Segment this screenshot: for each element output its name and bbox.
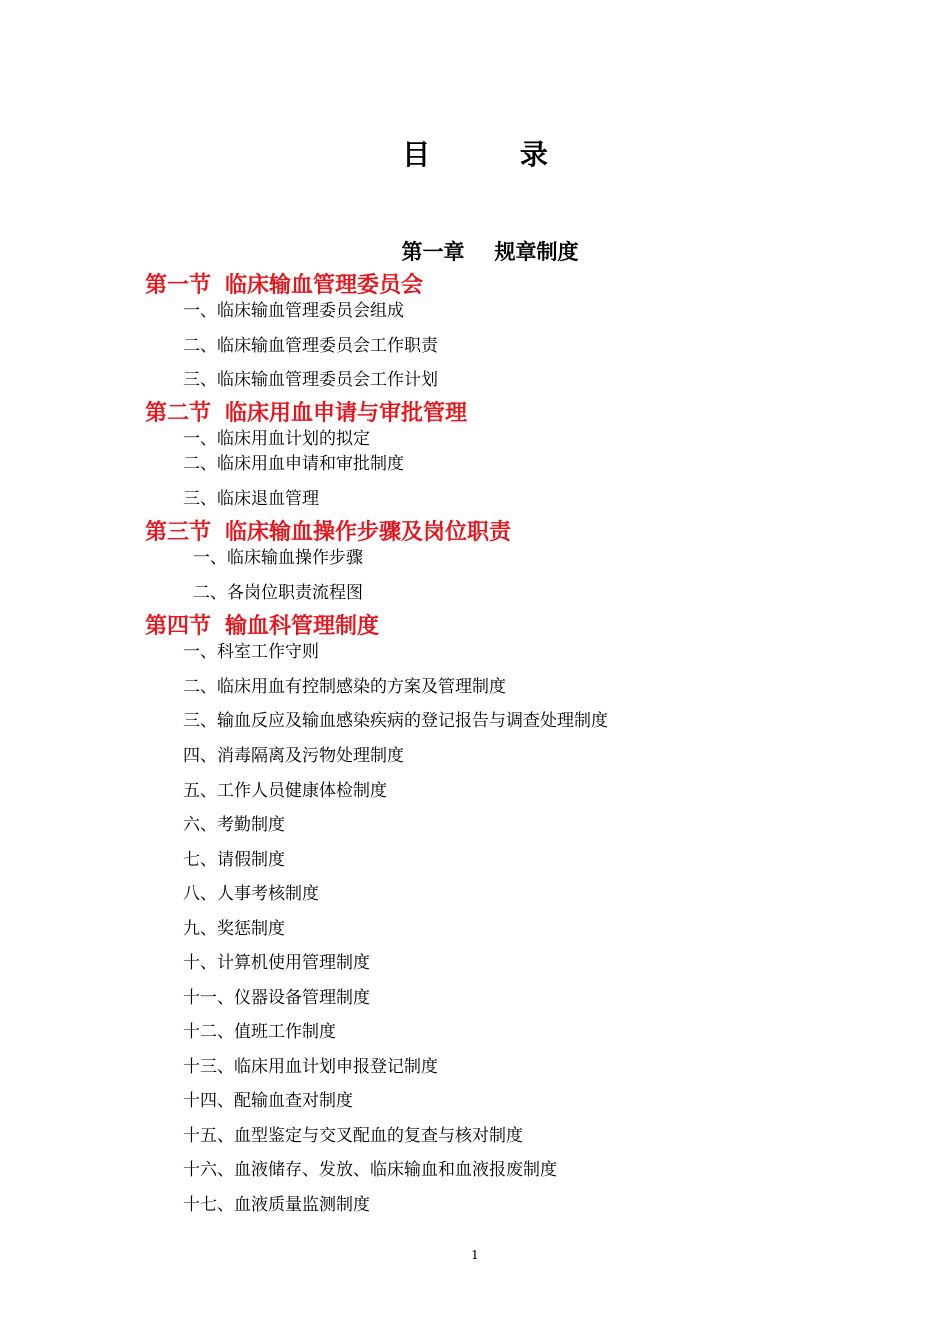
toc-entry[interactable]: 三、临床退血管理 (183, 489, 319, 509)
toc-entry[interactable]: 五、工作人员健康体检制度 (183, 781, 387, 801)
toc-entry[interactable]: 二、临床用血申请和审批制度 (183, 454, 404, 474)
toc-entry[interactable]: 十一、仪器设备管理制度 (183, 988, 370, 1008)
toc-entry[interactable]: 二、临床用血有控制感染的方案及管理制度 (183, 677, 506, 697)
toc-entry[interactable]: 十四、配输血查对制度 (183, 1091, 353, 1111)
toc-entry[interactable]: 三、临床输血管理委员会工作计划 (183, 370, 438, 390)
section-heading[interactable]: 第二节 临床用血申请与审批管理 (145, 401, 468, 426)
toc-entry[interactable]: 九、奖惩制度 (183, 919, 285, 939)
toc-entry[interactable]: 二、临床输血管理委员会工作职责 (183, 336, 438, 356)
page-number: 1 (471, 1248, 479, 1262)
toc-entry[interactable]: 四、消毒隔离及污物处理制度 (183, 746, 404, 766)
toc-entry[interactable]: 一、临床输血管理委员会组成 (183, 301, 404, 321)
toc-entry[interactable]: 十七、血液质量监测制度 (183, 1195, 370, 1215)
chapter-name: 规章制度 (494, 240, 579, 264)
toc-entry[interactable]: 十五、血型鉴定与交叉配血的复查与核对制度 (183, 1126, 523, 1146)
toc-title: 目 录 (402, 138, 588, 171)
toc-entry[interactable]: 十六、血液储存、发放、临床输血和血液报废制度 (183, 1160, 557, 1180)
toc-entry[interactable]: 二、各岗位职责流程图 (193, 583, 363, 603)
chapter-label: 第一章 (401, 240, 465, 264)
toc-entry[interactable]: 十、计算机使用管理制度 (183, 953, 370, 973)
toc-entry[interactable]: 三、输血反应及输血感染疾病的登记报告与调查处理制度 (183, 711, 608, 731)
toc-entry[interactable]: 一、临床用血计划的拟定 (183, 429, 370, 449)
section-heading[interactable]: 第三节 临床输血操作步骤及岗位职责 (145, 520, 512, 545)
toc-entry[interactable]: 十二、值班工作制度 (183, 1022, 336, 1042)
chapter-heading (0, 236, 950, 266)
section-heading[interactable]: 第四节 输血科管理制度 (145, 614, 380, 639)
toc-entry[interactable]: 十三、临床用血计划申报登记制度 (183, 1057, 438, 1077)
toc-entry[interactable]: 七、请假制度 (183, 850, 285, 870)
toc-entry[interactable]: 六、考勤制度 (183, 815, 285, 835)
toc-entry[interactable]: 八、人事考核制度 (183, 884, 319, 904)
section-heading[interactable]: 第一节 临床输血管理委员会 (145, 273, 424, 298)
toc-entry[interactable]: 一、临床输血操作步骤 (193, 548, 363, 568)
toc-entry[interactable]: 一、科室工作守则 (183, 642, 319, 662)
